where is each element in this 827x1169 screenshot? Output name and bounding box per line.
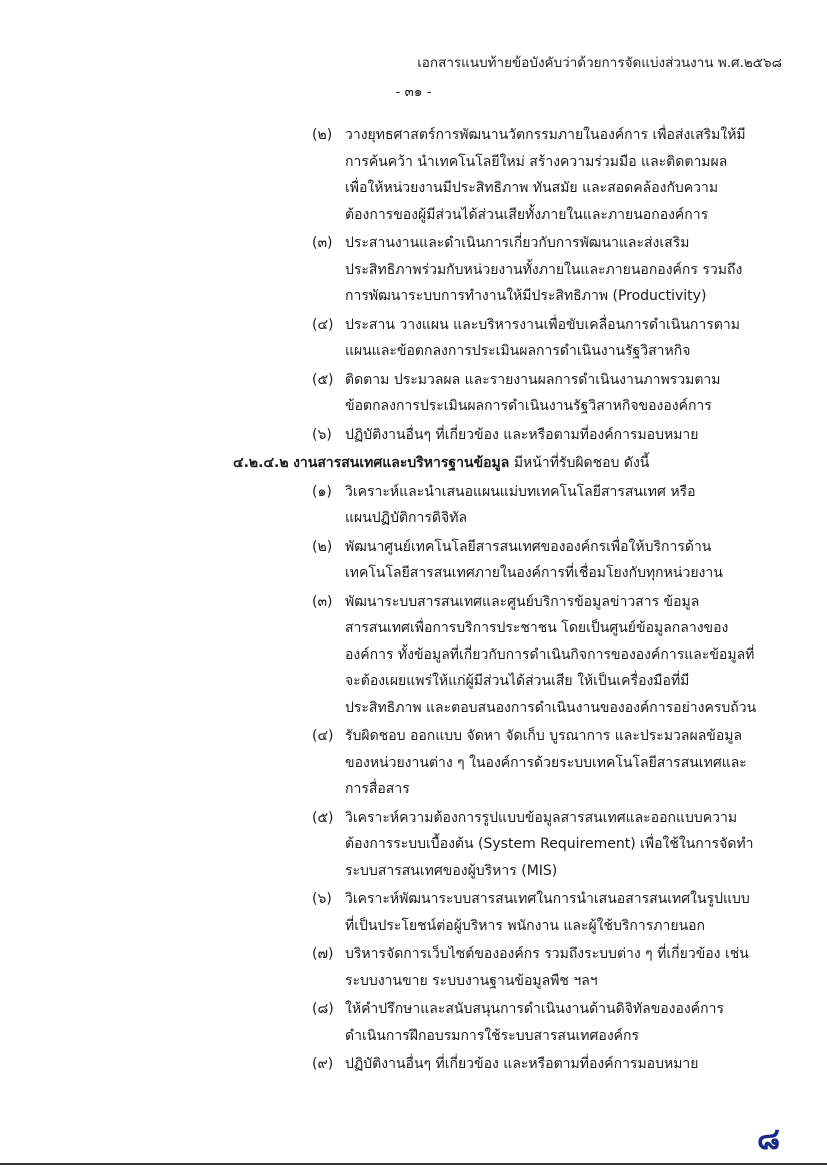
duty-item	[312, 589, 757, 722]
item-number: (๔)	[312, 316, 334, 333]
item-text-line: แผนปฏิบัติการดิจิทัล	[345, 510, 468, 526]
handwritten-page-mark: ๘	[757, 1122, 781, 1157]
document-header: เอกสารแนบท้ายข้อบังคับว่าด้วยการจัดแบ่งส่วนงาน พ.ศ.๒๕๖๘	[417, 55, 782, 71]
duty-item	[312, 479, 732, 532]
item-text-line: ประสานงานและดำเนินการเกี่ยวกับการพัฒนาและส่งเสริม	[345, 235, 690, 251]
item-text-line: ข้อตกลงการประเมินผลการดำเนินงานรัฐวิสาหกิจขององค์การ	[345, 398, 712, 414]
item-text-line: ประสาน วางแผน และบริหารงานเพื่อขับเคลื่อนการดำเนินการตาม	[345, 316, 740, 333]
item-text-line: ประสิทธิภาพร่วมกับหน่วยงานทั้งภายในและภายนอกองค์กร รวมถึง	[345, 261, 743, 278]
duty-item	[312, 312, 740, 365]
item-text-line: วิเคราะห์ความต้องการรูปแบบข้อมูลสารสนเทศและออกแบบความ	[345, 809, 738, 826]
item-text-line: ปฏิบัติงานอื่นๆ ที่เกี่ยวข้อง และหรือตามที่องค์การมอบหมาย	[345, 1056, 699, 1072]
duty-item	[312, 534, 732, 587]
item-number: (๖)	[312, 891, 332, 907]
item-text-line: ระบบสารสนเทศของผู้บริหาร (MIS)	[345, 862, 558, 879]
item-text-line: ระบบงานขาย ระบบงานฐานข้อมูลพืช ฯลฯ	[345, 972, 598, 989]
item-number: (๙)	[312, 1056, 334, 1072]
item-text-line: วิเคราะห์พัฒนาระบบสารสนเทศในการนำเสนอสารสนเทศในรูปแบบ	[345, 891, 750, 907]
item-text-line: แผนและข้อตกลงการประเมินผลการดำเนินงานรัฐวิสาหกิจ	[345, 343, 691, 359]
item-number: (๘)	[312, 1001, 334, 1017]
duty-item	[312, 367, 732, 420]
section-title: งานสารสนเทศและบริหารฐานข้อมูล	[293, 455, 510, 471]
duty-item	[312, 122, 746, 228]
duty-list-information	[0, 479, 827, 1078]
item-text-line: ประสิทธิภาพ และตอบสนองการดำเนินงานขององค์การอย่างครบถ้วน	[345, 699, 757, 716]
item-number: (๓)	[312, 593, 333, 610]
item-text-line: ต้องการระบบเบื้องต้น (System Requirement) เพื่อใช้ในการจัดทำ	[345, 836, 754, 852]
item-number: (๒)	[312, 127, 333, 143]
item-text-line: บริหารจัดการเว็บไซต์ขององค์กร รวมถึงระบบต่าง ๆ ที่เกี่ยวข้อง เช่น	[345, 946, 749, 962]
item-text-line: องค์การ ทั้งข้อมูลที่เกี่ยวกับการดำเนินกิจการขององค์การและข้อมูลที่	[345, 646, 755, 663]
item-text-line: จะต้องเผยแพร่ให้แก่ผู้มีส่วนได้ส่วนเสีย ให้เป็นเครื่องมือที่มี	[345, 673, 690, 689]
item-text-line: พัฒนาระบบสารสนเทศและศูนย์บริการข้อมูลข่าวสาร ข้อมูล	[345, 593, 700, 610]
item-text-line: ให้คำปรึกษาและสนับสนุนการดำเนินงานด้านดิจิทัลขององค์การ	[345, 1001, 724, 1017]
duty-item	[312, 230, 743, 310]
item-text-line: พัฒนาศูนย์เทคโนโลยีสารสนเทศขององค์กรเพื่อให้บริการด้าน	[345, 538, 712, 555]
item-number: (๓)	[312, 235, 333, 251]
item-text-line: ดำเนินการฝึกอบรมการใช้ระบบสารสนเทศองค์กร	[345, 1027, 640, 1044]
duty-item	[312, 941, 749, 994]
item-number: (๖)	[312, 426, 332, 443]
item-text-line: เพื่อให้หน่วยงานมีประสิทธิภาพ ทันสมัย และสอดคล้องกับความ	[345, 180, 719, 196]
item-text-line: วางยุทธศาสตร์การพัฒนานวัตกรรมภายในองค์การ เพื่อส่งเสริมให้มี	[345, 127, 746, 143]
duty-item	[312, 1051, 732, 1078]
item-text-line: การสื่อสาร	[345, 781, 410, 797]
item-text-line: สารสนเทศเพื่อการบริการประชาชน โดยเป็นศูนย์ข้อมูลกลางของ	[345, 620, 729, 636]
duty-item	[312, 723, 747, 803]
item-text-line: ต้องการของผู้มีส่วนได้ส่วนเสียทั้งภายในและภายนอกองค์การ	[345, 206, 709, 223]
item-text-line: เทคโนโลยีสารสนเทศภายในองค์การที่เชื่อมโยงกับทุกหน่วยงาน	[345, 565, 723, 581]
item-number: (๗)	[312, 946, 334, 962]
duty-item	[312, 422, 732, 449]
section-number: ๔.๒.๔.๒	[233, 455, 289, 471]
item-text-line: ติดตาม ประมวลผล และรายงานผลการดำเนินงานภาพรวมตาม	[345, 371, 721, 388]
item-text-line: การพัฒนาระบบการทำงานให้มีประสิทธิภาพ (Productivity)	[345, 288, 707, 304]
item-number: (๔)	[312, 728, 334, 744]
section-heading	[233, 450, 753, 477]
item-text-line: วิเคราะห์และนำเสนอแผนแม่บทเทคโนโลยีสารสนเทศ หรือ	[345, 483, 696, 500]
duty-list-previous	[0, 122, 827, 448]
duty-item	[312, 886, 750, 939]
item-text-line: ของหน่วยงานต่าง ๆ ในองค์การด้วยระบบเทคโนโลยีสารสนเทศและ	[345, 754, 747, 771]
item-text-line: ปฏิบัติงานอื่นๆ ที่เกี่ยวข้อง และหรือตามที่องค์การมอบหมาย	[345, 426, 699, 443]
document-body	[0, 122, 827, 1080]
item-text-line: รับผิดชอบ ออกแบบ จัดหา จัดเก็บ บูรณาการ และประมวลผลข้อมูล	[345, 728, 743, 744]
section-suffix: มีหน้าที่รับผิดชอบ ดังนี้	[513, 455, 650, 471]
bottom-divider	[0, 1163, 827, 1165]
duty-item	[312, 996, 732, 1049]
item-number: (๑)	[312, 483, 332, 500]
item-number: (๕)	[312, 809, 334, 826]
duty-item	[312, 805, 754, 885]
item-text-line: ที่เป็นประโยชน์ต่อผู้บริหาร พนักงาน และผู้ใช้บริการภายนอก	[345, 917, 706, 934]
item-number: (๕)	[312, 371, 334, 388]
page-number: - ๓๑ -	[395, 84, 432, 100]
item-number: (๒)	[312, 538, 333, 555]
item-text-line: การค้นคว้า นำเทคโนโลยีใหม่ สร้างความร่วมมือ และติดตามผล	[345, 153, 728, 170]
